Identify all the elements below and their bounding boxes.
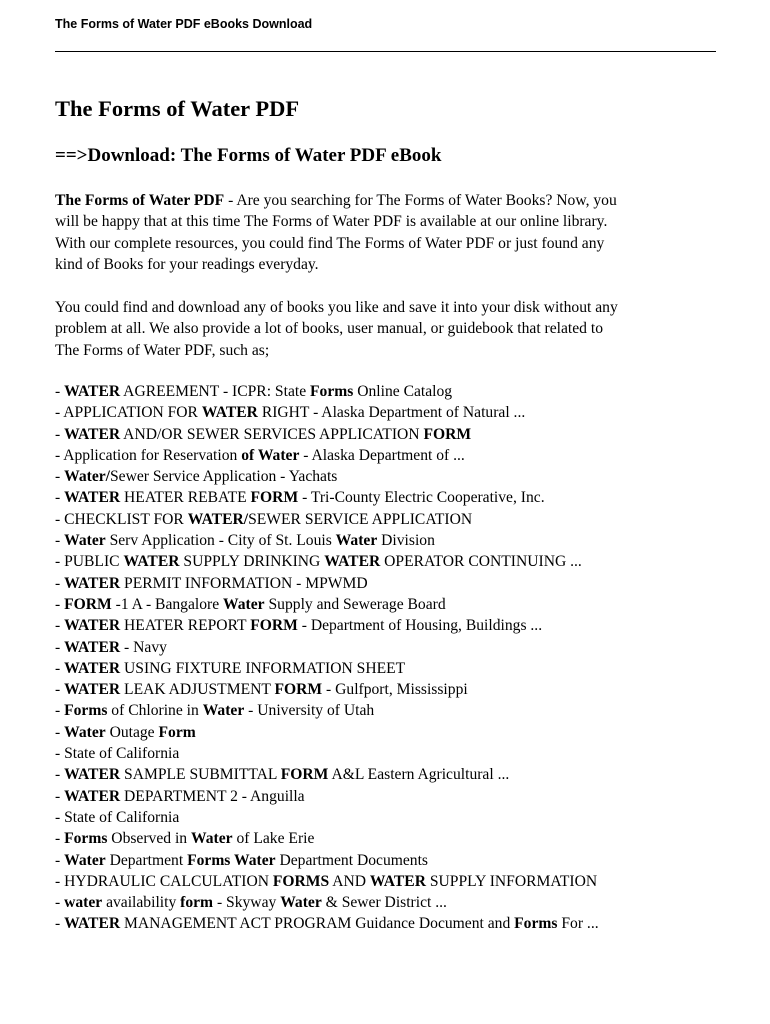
title-text: - bbox=[55, 595, 65, 613]
header-divider bbox=[55, 51, 716, 52]
related-title-item bbox=[55, 828, 735, 849]
title-text: & Sewer District ... bbox=[321, 894, 447, 912]
title-text: - bbox=[55, 787, 65, 805]
download-link[interactable]: ==>Download: The Forms of Water PDF eBook bbox=[55, 145, 442, 166]
related-title-item bbox=[55, 509, 735, 530]
title-text: HEATER REBATE bbox=[120, 489, 251, 507]
keyword-bold: FORM bbox=[250, 489, 299, 507]
keyword-bold: Water bbox=[280, 894, 322, 912]
related-title-item bbox=[55, 466, 735, 487]
intro-line-1 bbox=[55, 190, 723, 211]
related-title-item bbox=[55, 743, 735, 764]
keyword-bold: WATER bbox=[64, 787, 121, 805]
intro-paragraph bbox=[55, 190, 723, 275]
keyword-bold: form bbox=[180, 894, 214, 912]
title-text: USING FIXTURE INFORMATION SHEET bbox=[120, 659, 406, 677]
title-text: - HYDRAULIC CALCULATION bbox=[55, 872, 273, 890]
keyword-bold: Water bbox=[64, 532, 106, 550]
title-text: Division bbox=[377, 532, 435, 550]
title-text: - PUBLIC bbox=[55, 553, 124, 571]
related-title-item bbox=[55, 530, 735, 551]
keyword-bold: WATER bbox=[64, 681, 121, 699]
related-title-item bbox=[55, 764, 735, 785]
title-text: of Chlorine in bbox=[107, 702, 203, 720]
title-text: - bbox=[55, 830, 65, 848]
title-text: PERMIT INFORMATION - MPWMD bbox=[120, 574, 368, 592]
intro-lead-bold: The Forms of Water PDF bbox=[55, 192, 225, 209]
title-text: Outage bbox=[105, 723, 159, 741]
title-text: - University of Utah bbox=[244, 702, 375, 720]
title-text: LEAK ADJUSTMENT bbox=[120, 681, 275, 699]
keyword-bold: FORM bbox=[64, 595, 112, 613]
title-text: - bbox=[55, 702, 65, 720]
related-title-item bbox=[55, 871, 735, 892]
title-text: SUPPLY DRINKING bbox=[179, 553, 325, 571]
keyword-bold: WATER bbox=[64, 659, 121, 677]
keyword-bold: Water bbox=[202, 702, 245, 720]
title-text: - bbox=[55, 574, 65, 592]
related-line-1: You could find and download any of books you like and save it into your disk without any bbox=[55, 299, 618, 316]
related-title-item bbox=[55, 381, 735, 402]
title-text: - State of California bbox=[55, 745, 180, 763]
title-text: - bbox=[55, 915, 65, 933]
keyword-bold: Forms bbox=[514, 915, 558, 933]
title-text: - bbox=[55, 681, 65, 699]
title-text: - bbox=[55, 532, 65, 550]
title-text: availability bbox=[102, 894, 181, 912]
title-text: DEPARTMENT 2 - Anguilla bbox=[120, 787, 305, 805]
keyword-bold: WATER bbox=[64, 489, 121, 507]
related-title-item bbox=[55, 786, 735, 807]
keyword-bold: Water bbox=[335, 532, 378, 550]
keyword-bold: WATER bbox=[64, 915, 121, 933]
keyword-bold: FORM bbox=[423, 425, 472, 443]
keyword-bold: WATER bbox=[123, 553, 180, 571]
related-title-item bbox=[55, 892, 735, 913]
title-text: MANAGEMENT ACT PROGRAM Guidance Document and bbox=[120, 915, 515, 933]
keyword-bold: WATER bbox=[64, 617, 121, 635]
related-title-item bbox=[55, 573, 735, 594]
related-title-item bbox=[55, 807, 735, 828]
title-text: -1 A - Bangalore bbox=[111, 595, 224, 613]
related-title-item bbox=[55, 551, 735, 572]
keyword-bold: Water/ bbox=[64, 468, 110, 486]
keyword-bold: Water bbox=[64, 723, 106, 741]
title-text: RIGHT - Alaska Department of Natural ... bbox=[257, 404, 526, 422]
related-title-item bbox=[55, 637, 735, 658]
keyword-bold: Water bbox=[191, 830, 233, 848]
related-title-item bbox=[55, 424, 735, 445]
title-text: HEATER REPORT bbox=[120, 617, 251, 635]
related-line-3: The Forms of Water PDF, such as; bbox=[55, 341, 270, 359]
title-text: - bbox=[55, 638, 65, 656]
title-text: - Tri-County Electric Cooperative, Inc. bbox=[298, 489, 545, 507]
title-text: Department bbox=[105, 851, 188, 869]
title-text: - bbox=[55, 659, 65, 677]
keyword-bold: FORM bbox=[274, 681, 323, 699]
related-title-item bbox=[55, 850, 735, 871]
title-text: SAMPLE SUBMITTAL bbox=[120, 766, 281, 784]
title-text: - bbox=[55, 851, 65, 869]
title-text: - Gulfport, Mississippi bbox=[322, 681, 468, 699]
title-text: Online Catalog bbox=[353, 383, 453, 400]
title-text: AGREEMENT - ICPR: State bbox=[120, 383, 311, 400]
related-books-paragraph bbox=[55, 297, 723, 361]
related-line-2: problem at all. We also provide a lot of books, user manual, or guidebook that related to bbox=[55, 320, 603, 338]
related-title-item bbox=[55, 402, 735, 423]
title-text: - bbox=[55, 617, 65, 635]
related-title-item bbox=[55, 487, 735, 508]
related-title-item bbox=[55, 722, 735, 743]
title-text: - bbox=[55, 894, 65, 912]
title-text: - bbox=[55, 425, 65, 443]
keyword-bold: Forms bbox=[64, 702, 108, 720]
title-text: of Lake Erie bbox=[232, 830, 315, 848]
intro-line-4: kind of Books for your readings everyday. bbox=[55, 255, 319, 273]
keyword-bold: WATER bbox=[64, 383, 121, 400]
keyword-bold: WATER/ bbox=[187, 510, 249, 528]
keyword-bold: Forms Water bbox=[187, 851, 276, 869]
title-text: SUPPLY INFORMATION bbox=[425, 872, 598, 890]
title-text: For ... bbox=[557, 915, 599, 933]
keyword-bold: of Water bbox=[241, 446, 300, 464]
title-text: AND/OR SEWER SERVICES APPLICATION bbox=[120, 425, 424, 443]
intro-line-2: will be happy that at this time The Forms of Water PDF is available at our online library. bbox=[55, 213, 608, 231]
title-text: Serv Application - City of St. Louis bbox=[105, 532, 336, 550]
title-text: OPERATOR CONTINUING ... bbox=[380, 553, 582, 571]
keyword-bold: FORM bbox=[280, 766, 329, 784]
keyword-bold: WATER bbox=[324, 553, 381, 571]
keyword-bold: FORM bbox=[250, 617, 298, 635]
keyword-bold: WATER bbox=[64, 574, 121, 592]
keyword-bold: water bbox=[64, 894, 103, 912]
keyword-bold: WATER bbox=[64, 766, 121, 784]
related-title-item bbox=[55, 700, 735, 721]
title-text: SEWER SERVICE APPLICATION bbox=[248, 510, 473, 528]
related-title-item bbox=[55, 658, 735, 679]
related-title-item bbox=[55, 679, 735, 700]
keyword-bold: WATER bbox=[369, 872, 426, 890]
keyword-bold: Water bbox=[223, 595, 265, 613]
keyword-bold: Forms bbox=[310, 383, 354, 400]
title-text: - bbox=[55, 766, 65, 784]
title-text: - Application for Reservation bbox=[55, 446, 242, 464]
keyword-bold: WATER bbox=[64, 638, 121, 656]
title-text: - bbox=[55, 383, 65, 400]
title-text: Supply and Sewerage Board bbox=[264, 595, 446, 613]
title-text: - CHECKLIST FOR bbox=[55, 510, 188, 528]
keyword-bold: Form bbox=[158, 723, 196, 741]
keyword-bold: Water bbox=[64, 851, 106, 869]
title-text: - bbox=[55, 489, 65, 507]
intro-line-3: With our complete resources, you could find The Forms of Water PDF or just found any bbox=[55, 234, 605, 252]
title-text: - APPLICATION FOR bbox=[55, 404, 202, 422]
related-titles-list bbox=[55, 381, 735, 935]
title-text: Department Documents bbox=[275, 851, 428, 869]
title-text: - Department of Housing, Buildings ... bbox=[297, 617, 543, 635]
intro-line-1-rest: - Are you searching for The Forms of Water Books? Now, you bbox=[224, 192, 617, 209]
title-text: - Alaska Department of ... bbox=[299, 446, 465, 464]
page-title: The Forms of Water PDF bbox=[55, 96, 300, 121]
title-text: AND bbox=[329, 872, 370, 890]
keyword-bold: Forms bbox=[64, 830, 108, 848]
running-header: The Forms of Water PDF eBooks Download bbox=[55, 17, 313, 31]
title-text: A&L Eastern Agricultural ... bbox=[328, 766, 510, 784]
title-text: - State of California bbox=[55, 808, 180, 826]
related-title-item bbox=[55, 594, 735, 615]
title-text: - Skyway bbox=[213, 894, 281, 912]
keyword-bold: WATER bbox=[64, 425, 121, 443]
title-text: Observed in bbox=[107, 830, 191, 848]
keyword-bold: WATER bbox=[201, 404, 258, 422]
title-text: - bbox=[55, 468, 65, 486]
related-title-item bbox=[55, 445, 735, 466]
related-title-item bbox=[55, 913, 735, 934]
title-text: - bbox=[55, 723, 65, 741]
title-text: Sewer Service Application - Yachats bbox=[110, 468, 338, 486]
keyword-bold: FORMS bbox=[272, 872, 330, 890]
title-text: - Navy bbox=[120, 638, 167, 656]
related-title-item bbox=[55, 615, 735, 636]
